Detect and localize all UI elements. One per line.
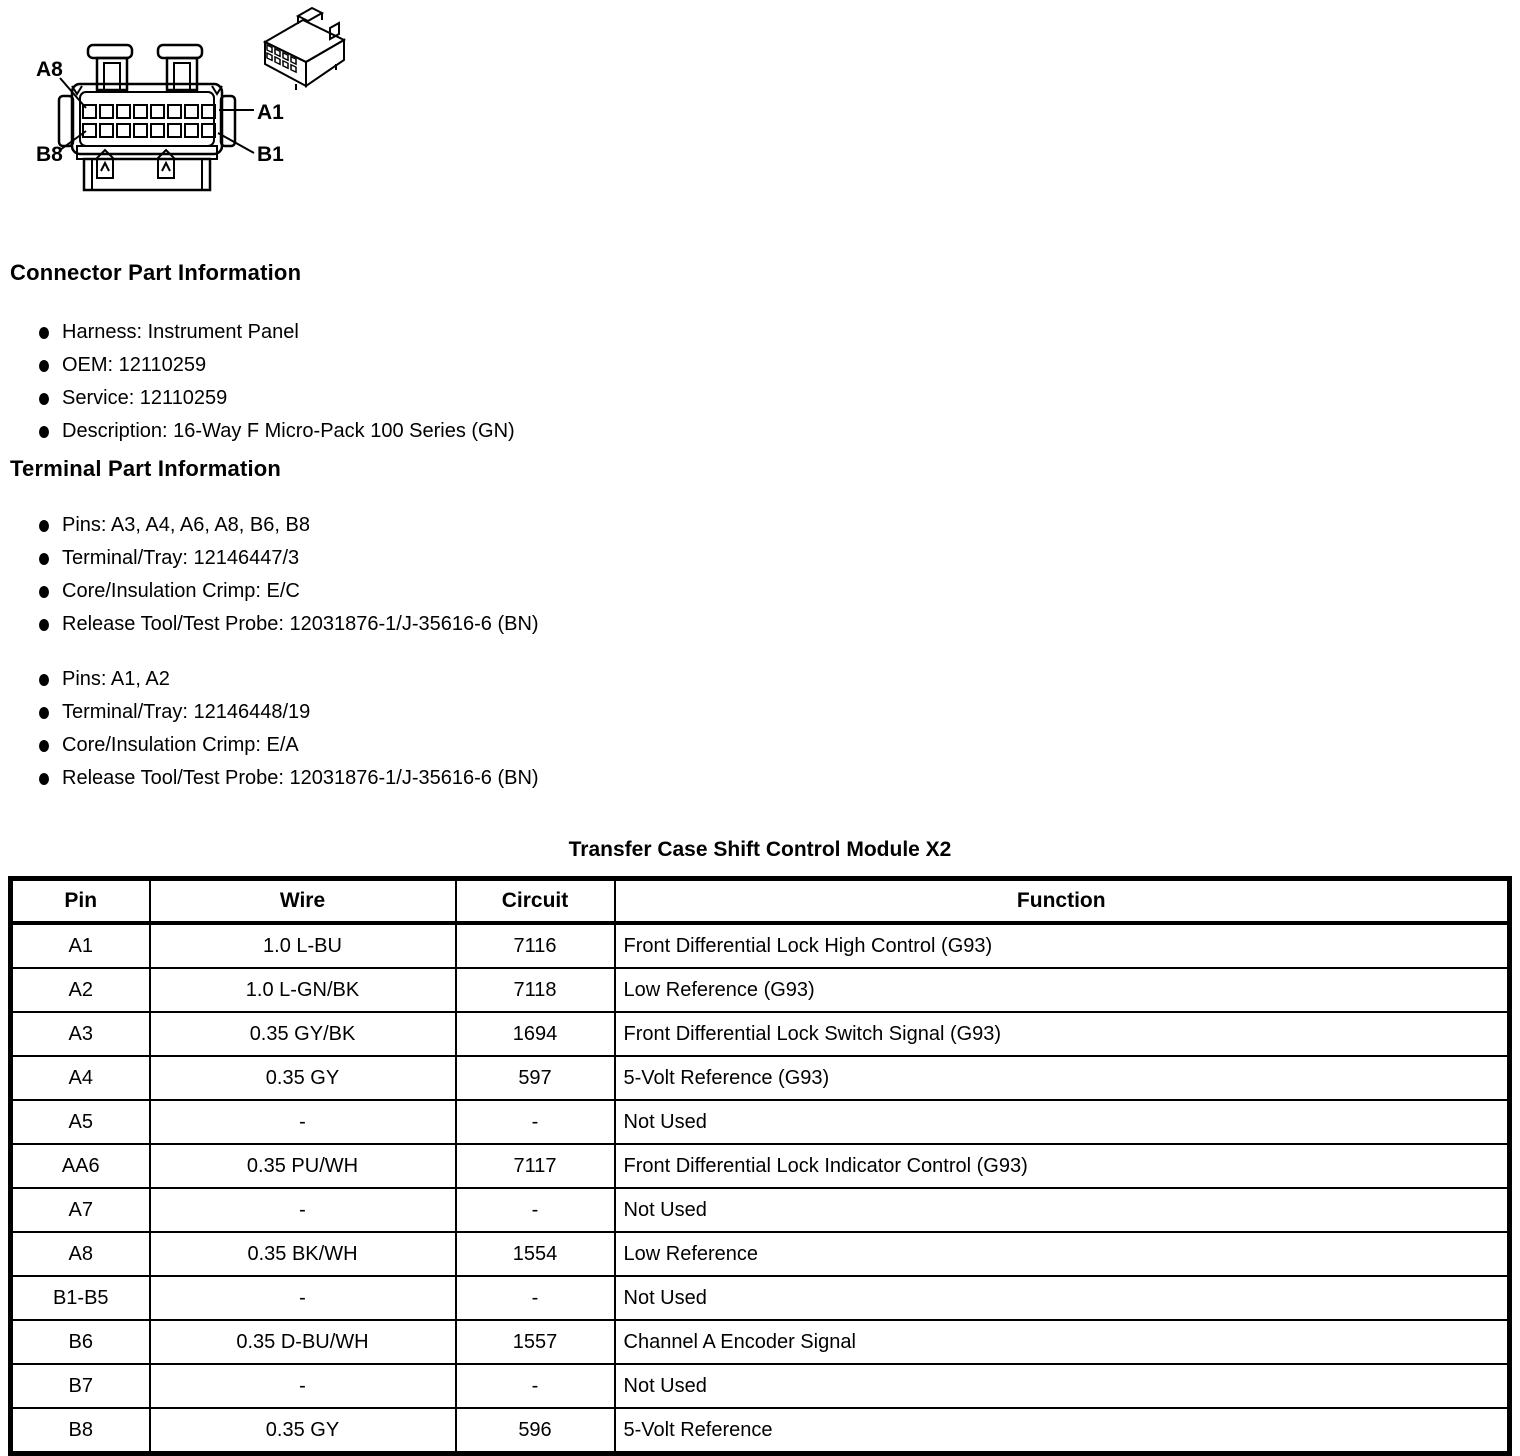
- terminal-part-list-2: [10, 663, 539, 795]
- function-cell: Front Differential Lock Indicator Control (G93): [615, 1144, 1510, 1188]
- pin-cell: AA6: [11, 1144, 150, 1188]
- function-cell: Channel A Encoder Signal: [615, 1320, 1510, 1364]
- list-item: Pins: A3, A4, A6, A8, B6, B8: [10, 509, 539, 542]
- wire-cell: -: [150, 1188, 456, 1232]
- connector-diagram: [0, 0, 380, 215]
- wire-cell: 0.35 BK/WH: [150, 1232, 456, 1276]
- function-cell: Front Differential Lock Switch Signal (G93): [615, 1012, 1510, 1056]
- list-item: Core/Insulation Crimp: E/A: [10, 729, 539, 762]
- circuit-cell: 597: [456, 1056, 615, 1100]
- pin-cell: B7: [11, 1364, 150, 1408]
- wire-cell: -: [150, 1100, 456, 1144]
- circuit-cell: -: [456, 1276, 615, 1320]
- pin-cell: A5: [11, 1100, 150, 1144]
- table-row: [11, 923, 1510, 968]
- table-row: [11, 1100, 1510, 1144]
- function-cell: Not Used: [615, 1188, 1510, 1232]
- pin-cell: A1: [11, 923, 150, 968]
- list-item: Description: 16-Way F Micro-Pack 100 Series (GN): [10, 415, 515, 448]
- wire-cell: -: [150, 1364, 456, 1408]
- function-cell: Not Used: [615, 1100, 1510, 1144]
- pin-label-a8: A8: [36, 58, 63, 81]
- pin-cell: A7: [11, 1188, 150, 1232]
- pin-cell: A3: [11, 1012, 150, 1056]
- pin-cell: B6: [11, 1320, 150, 1364]
- list-item: Terminal/Tray: 12146448/19: [10, 696, 539, 729]
- list-item: Pins: A1, A2: [10, 663, 539, 696]
- function-cell: Low Reference: [615, 1232, 1510, 1276]
- column-header-circuit: Circuit: [456, 879, 615, 924]
- table-row: [11, 1276, 1510, 1320]
- wire-cell: 0.35 D-BU/WH: [150, 1320, 456, 1364]
- connector-front-view-diagram: [36, 45, 284, 190]
- list-item: Harness: Instrument Panel: [10, 316, 515, 349]
- wire-cell: 0.35 GY/BK: [150, 1012, 456, 1056]
- table-row: [11, 1364, 1510, 1408]
- pin-cell: A2: [11, 968, 150, 1012]
- table-header-row: [11, 879, 1510, 924]
- circuit-cell: 7117: [456, 1144, 615, 1188]
- function-cell: Not Used: [615, 1364, 1510, 1408]
- circuit-cell: 1554: [456, 1232, 615, 1276]
- wire-cell: 1.0 L-BU: [150, 923, 456, 968]
- list-item: Service: 12110259: [10, 382, 515, 415]
- table-row: [11, 1408, 1510, 1454]
- wire-cell: 0.35 GY: [150, 1056, 456, 1100]
- pin-label-a1: A1: [257, 101, 284, 124]
- terminal-part-heading: Terminal Part Information: [10, 456, 282, 481]
- table-row: [11, 1320, 1510, 1364]
- pin-cell: B8: [11, 1408, 150, 1454]
- pin-cell: A4: [11, 1056, 150, 1100]
- column-header-pin: Pin: [11, 879, 150, 924]
- function-cell: Low Reference (G93): [615, 968, 1510, 1012]
- pin-cell: B1-B5: [11, 1276, 150, 1320]
- circuit-cell: -: [456, 1364, 615, 1408]
- connector-part-list: [10, 316, 515, 448]
- list-item: Release Tool/Test Probe: 12031876-1/J-35616-6 (BN): [10, 608, 539, 641]
- list-item: Core/Insulation Crimp: E/C: [10, 575, 539, 608]
- circuit-cell: 1557: [456, 1320, 615, 1364]
- wire-cell: -: [150, 1276, 456, 1320]
- wire-cell: 1.0 L-GN/BK: [150, 968, 456, 1012]
- terminal-part-list-1: [10, 509, 539, 641]
- wire-cell: 0.35 GY: [150, 1408, 456, 1454]
- connector-part-heading: Connector Part Information: [10, 260, 302, 285]
- column-header-function: Function: [615, 879, 1510, 924]
- function-cell: Front Differential Lock High Control (G93): [615, 923, 1510, 968]
- pinout-table: [8, 876, 1512, 1456]
- wire-cell: 0.35 PU/WH: [150, 1144, 456, 1188]
- table-row: [11, 1012, 1510, 1056]
- table-row: [11, 1232, 1510, 1276]
- circuit-cell: 1694: [456, 1012, 615, 1056]
- list-item: OEM: 12110259: [10, 349, 515, 382]
- function-cell: 5-Volt Reference: [615, 1408, 1510, 1454]
- function-cell: 5-Volt Reference (G93): [615, 1056, 1510, 1100]
- table-row: [11, 1188, 1510, 1232]
- pin-cell: A8: [11, 1232, 150, 1276]
- connector-iso-view-diagram: [265, 8, 344, 90]
- circuit-cell: -: [456, 1100, 615, 1144]
- circuit-cell: -: [456, 1188, 615, 1232]
- table-title: Transfer Case Shift Control Module X2: [568, 838, 952, 861]
- circuit-cell: 596: [456, 1408, 615, 1454]
- pin-label-b8: B8: [36, 143, 63, 166]
- list-item: Terminal/Tray: 12146447/3: [10, 542, 539, 575]
- table-row: [11, 1144, 1510, 1188]
- table-row: [11, 968, 1510, 1012]
- pin-cavity-row-b: [83, 124, 215, 137]
- circuit-cell: 7116: [456, 923, 615, 968]
- list-item: Release Tool/Test Probe: 12031876-1/J-35616-6 (BN): [10, 762, 539, 795]
- function-cell: Not Used: [615, 1276, 1510, 1320]
- pin-label-b1: B1: [257, 143, 284, 166]
- table-row: [11, 1056, 1510, 1100]
- column-header-wire: Wire: [150, 879, 456, 924]
- circuit-cell: 7118: [456, 968, 615, 1012]
- pin-cavity-row-a: [83, 105, 215, 118]
